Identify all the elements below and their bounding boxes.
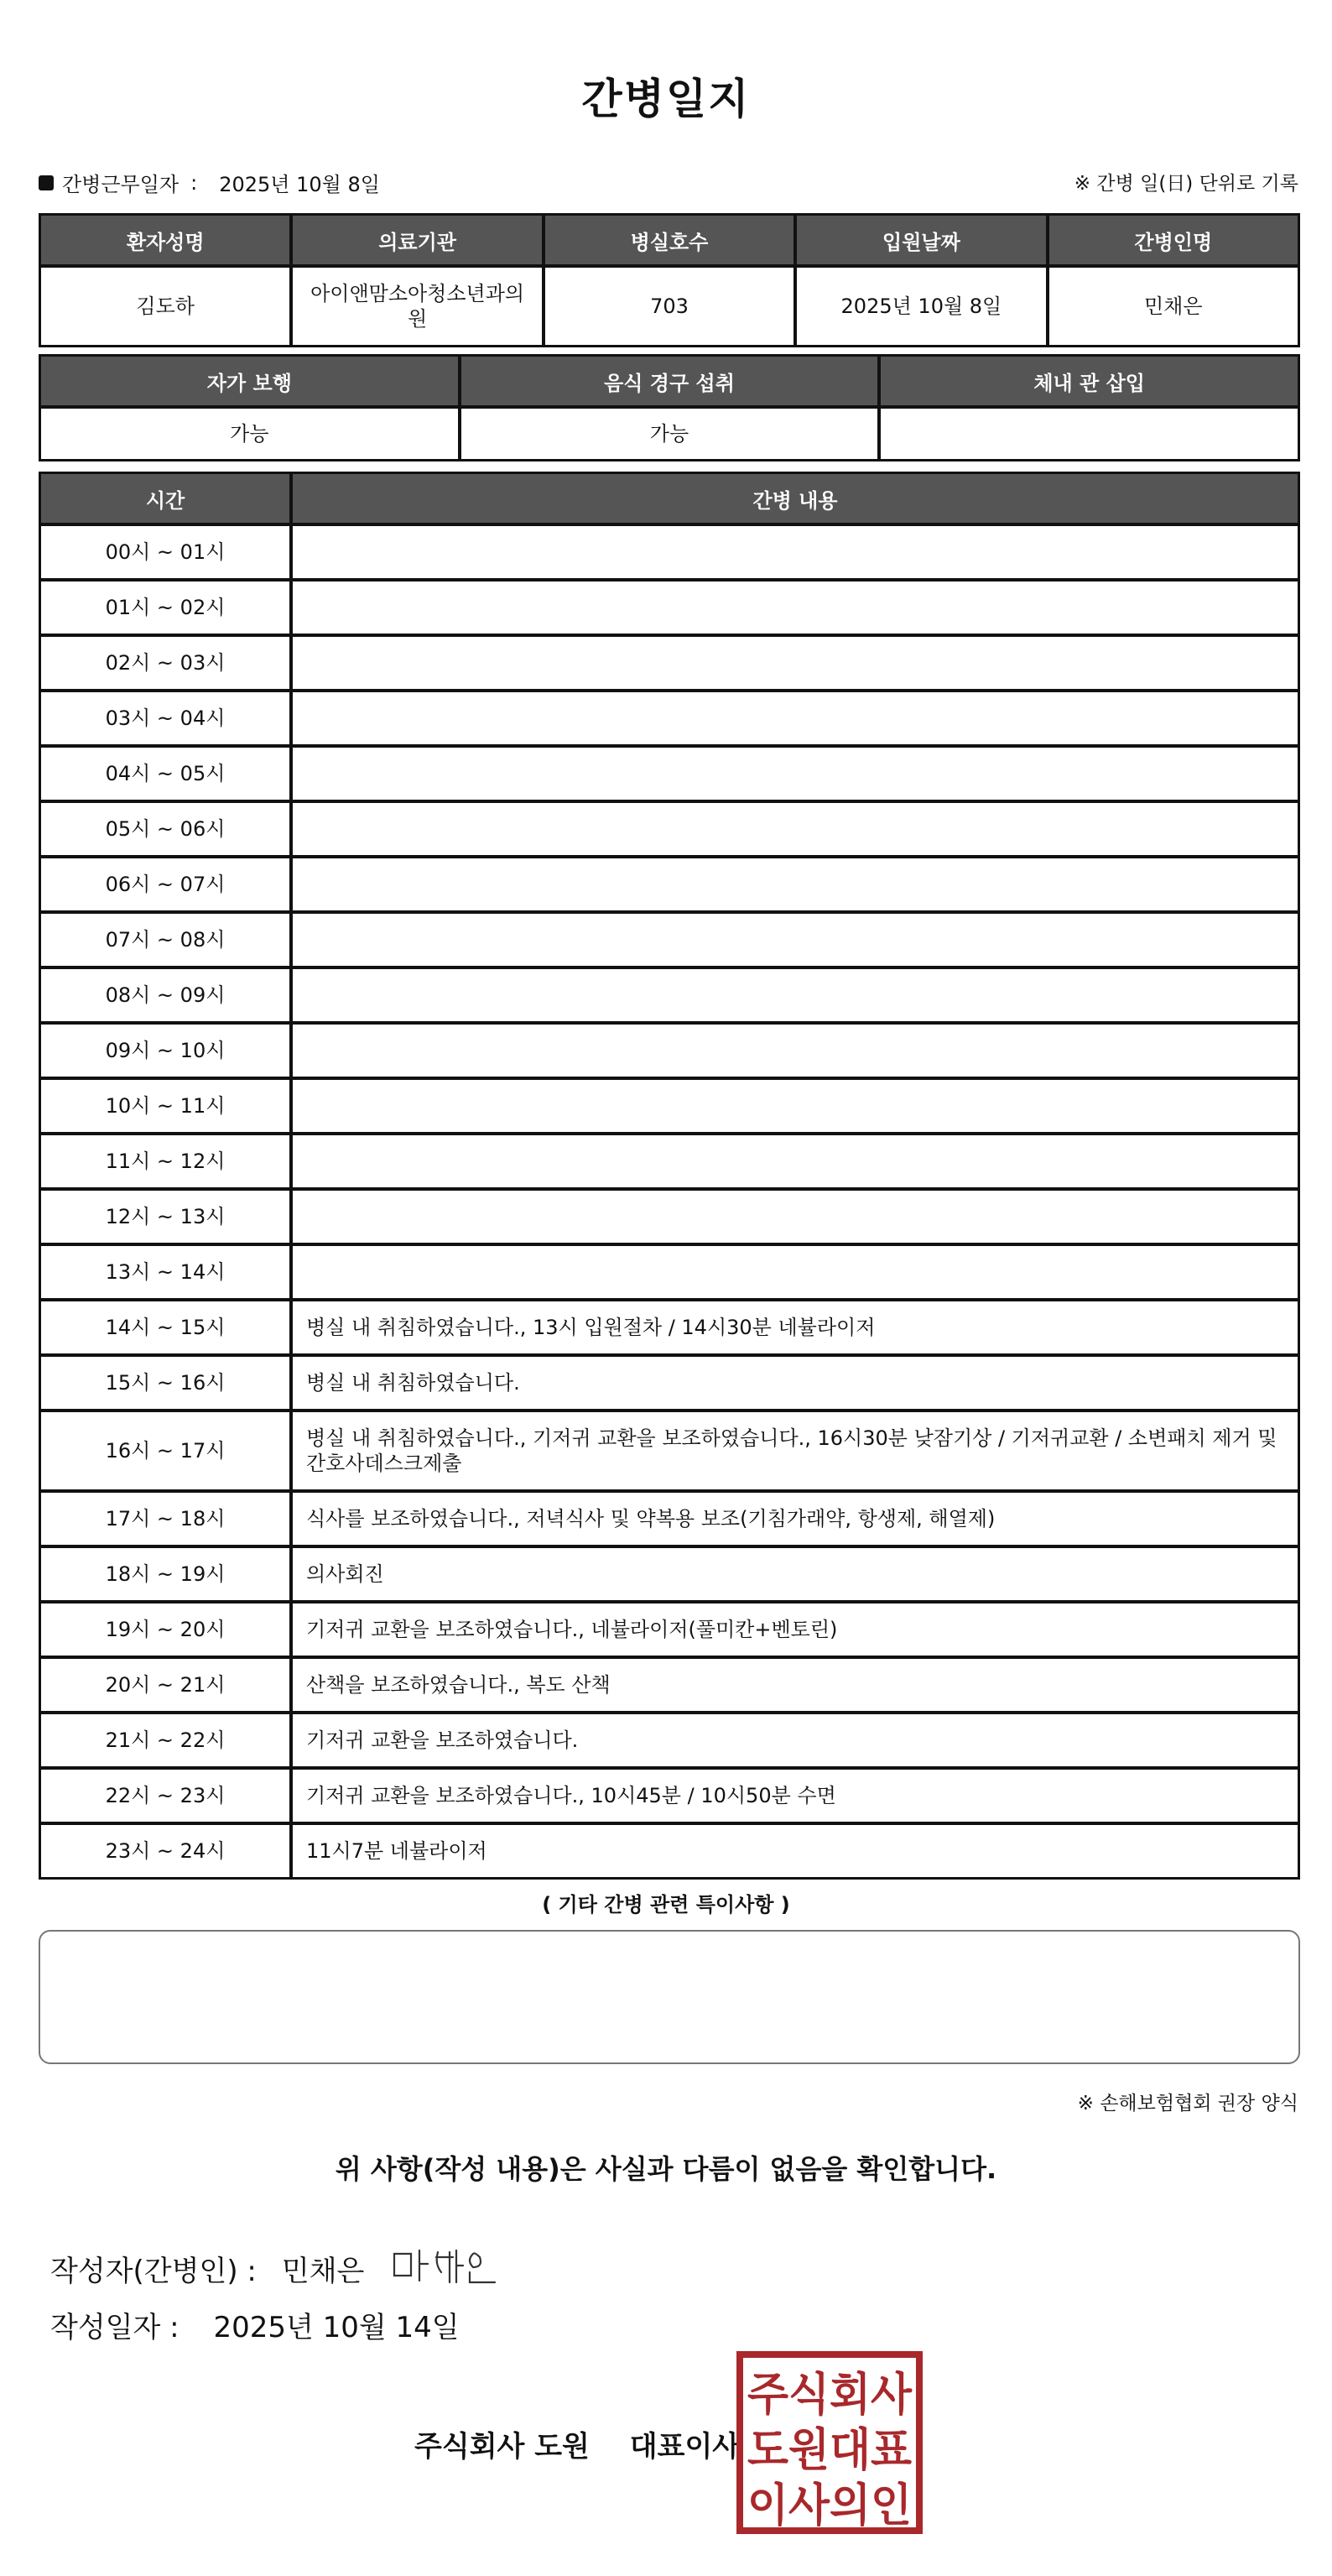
- status-header-walking: 자가 보행: [41, 357, 458, 405]
- log-content-cell: [293, 748, 1298, 800]
- written-date-label: 작성일자 :: [50, 2311, 180, 2344]
- log-time-cell: 16시 ~ 17시: [41, 1412, 289, 1489]
- log-time-cell: 22시 ~ 23시: [41, 1770, 289, 1822]
- writer-name: 민채은: [281, 2254, 365, 2288]
- log-content-cell: [293, 858, 1298, 910]
- log-content-cell: 기저귀 교환을 보조하였습니다.: [293, 1714, 1298, 1766]
- log-time-cell: 09시 ~ 10시: [41, 1025, 289, 1077]
- written-date-line: [50, 2304, 460, 2345]
- status-header-tube: 체내 관 삽입: [881, 357, 1298, 405]
- log-time-cell: 06시 ~ 07시: [41, 858, 289, 910]
- svg-text:이사의인: 이사의인: [747, 2479, 912, 2532]
- info-table: [39, 213, 1300, 347]
- log-content-cell: [293, 581, 1298, 634]
- log-header-time: 시간: [41, 474, 289, 523]
- log-time-cell: 11시 ~ 12시: [41, 1135, 289, 1187]
- status-oral-intake: 가능: [461, 409, 878, 459]
- status-table: [39, 354, 1300, 461]
- unit-note: ※ 간병 일(日) 단위로 기록: [1074, 173, 1298, 195]
- log-table: [39, 472, 1300, 1880]
- log-time-cell: 20시 ~ 21시: [41, 1659, 289, 1711]
- confirmation-statement: 위 사항(작성 내용)은 사실과 다름이 없음을 확인합니다.: [335, 2153, 997, 2185]
- info-header-patient: 환자성명: [41, 216, 289, 264]
- log-time-cell: 13시 ~ 14시: [41, 1246, 289, 1298]
- log-time-cell: 10시 ~ 11시: [41, 1080, 289, 1132]
- company-line: [414, 2423, 740, 2464]
- status-tube: [881, 409, 1298, 459]
- writer-line: [50, 2239, 512, 2297]
- log-time-cell: 07시 ~ 08시: [41, 914, 289, 966]
- insurer-note: ※ 손해보험협회 권장 양식: [1077, 2093, 1298, 2115]
- writer-label: 작성자(간병인) :: [50, 2254, 257, 2288]
- log-content-cell: [293, 1191, 1298, 1243]
- log-time-cell: 03시 ~ 04시: [41, 692, 289, 744]
- log-content-cell: [293, 803, 1298, 855]
- log-content-cell: 기저귀 교환을 보조하였습니다., 네뷸라이저(풀미칸+벤토린): [293, 1603, 1298, 1656]
- status-header-oral-intake: 음식 경구 섭취: [461, 357, 878, 405]
- room-number: 703: [545, 268, 793, 345]
- caregiver-name: 민채은: [1049, 268, 1298, 345]
- admission-date: 2025년 10월 8일: [797, 268, 1045, 345]
- log-content-cell: [293, 526, 1298, 578]
- log-content-cell: 식사를 보조하였습니다., 저녁식사 및 약복용 보조(기침가래약, 항생제, 해열제): [293, 1493, 1298, 1545]
- work-date-sep: :: [190, 170, 198, 195]
- log-time-cell: 17시 ~ 18시: [41, 1493, 289, 1545]
- log-content-cell: 기저귀 교환을 보조하였습니다., 10시45분 / 10시50분 수면: [293, 1770, 1298, 1822]
- log-time-cell: 12시 ~ 13시: [41, 1191, 289, 1243]
- work-date-label: 간병근무일자: [62, 173, 180, 196]
- bullet-square-icon: [39, 175, 54, 190]
- hospital-name: 아이앤맘소아청소년과의원: [293, 268, 541, 345]
- log-content-cell: [293, 1080, 1298, 1132]
- log-time-cell: 14시 ~ 15시: [41, 1301, 289, 1353]
- log-time-cell: 19시 ~ 20시: [41, 1603, 289, 1656]
- log-time-cell: 08시 ~ 09시: [41, 969, 289, 1021]
- log-time-cell: 18시 ~ 19시: [41, 1548, 289, 1600]
- info-header-caregiver: 간병인명: [1049, 216, 1298, 264]
- log-content-cell: 의사회진: [293, 1548, 1298, 1600]
- notes-title: ( 기타 간병 관련 특이사항 ): [542, 1893, 790, 1916]
- log-content-cell: [293, 692, 1298, 744]
- log-time-cell: 01시 ~ 02시: [41, 581, 289, 634]
- work-date: [39, 168, 380, 197]
- log-content-cell: [293, 914, 1298, 966]
- log-time-cell: 15시 ~ 16시: [41, 1357, 289, 1409]
- company-seal: [735, 2349, 924, 2536]
- status-walking: 가능: [41, 409, 458, 459]
- log-time-cell: 00시 ~ 01시: [41, 526, 289, 578]
- notes-box: [39, 1930, 1300, 2064]
- log-content-cell: 11시7분 네뷸라이저: [293, 1825, 1298, 1877]
- log-content-cell: 병실 내 취침하였습니다., 기저귀 교환을 보조하였습니다., 16시30분 낮잠기상 / 기저귀교환 / 소변패치 제거 및 간호사데스크제출: [293, 1412, 1298, 1489]
- signature: [386, 2239, 512, 2297]
- written-date: 2025년 10월 14일: [213, 2311, 460, 2344]
- info-header-admission: 입원날짜: [797, 216, 1045, 264]
- log-content-cell: [293, 1135, 1298, 1187]
- log-content-cell: [293, 637, 1298, 689]
- info-header-hospital: 의료기관: [293, 216, 541, 264]
- patient-name: 김도하: [41, 268, 289, 345]
- svg-text:주식회사: 주식회사: [747, 2368, 913, 2421]
- log-content-cell: 병실 내 취침하였습니다., 13시 입원절차 / 14시30분 네뷸라이저: [293, 1301, 1298, 1353]
- log-content-cell: [293, 969, 1298, 1021]
- company-role: 대표이사: [629, 2430, 741, 2464]
- work-date-value: 2025년 10월 8일: [219, 173, 380, 196]
- svg-text:도원대표: 도원대표: [747, 2423, 912, 2476]
- log-content-cell: 산책을 보조하였습니다., 복도 산책: [293, 1659, 1298, 1711]
- log-time-cell: 21시 ~ 22시: [41, 1714, 289, 1766]
- log-content-cell: [293, 1246, 1298, 1298]
- log-time-cell: 02시 ~ 03시: [41, 637, 289, 689]
- info-header-room: 병실호수: [545, 216, 793, 264]
- document-title: 간병일지: [581, 75, 751, 123]
- log-time-cell: 05시 ~ 06시: [41, 803, 289, 855]
- log-header-content: 간병 내용: [293, 474, 1298, 523]
- company-name: 주식회사 도원: [414, 2430, 590, 2464]
- log-time-cell: 04시 ~ 05시: [41, 748, 289, 800]
- log-time-cell: 23시 ~ 24시: [41, 1825, 289, 1877]
- log-content-cell: [293, 1025, 1298, 1077]
- log-content-cell: 병실 내 취침하였습니다.: [293, 1357, 1298, 1409]
